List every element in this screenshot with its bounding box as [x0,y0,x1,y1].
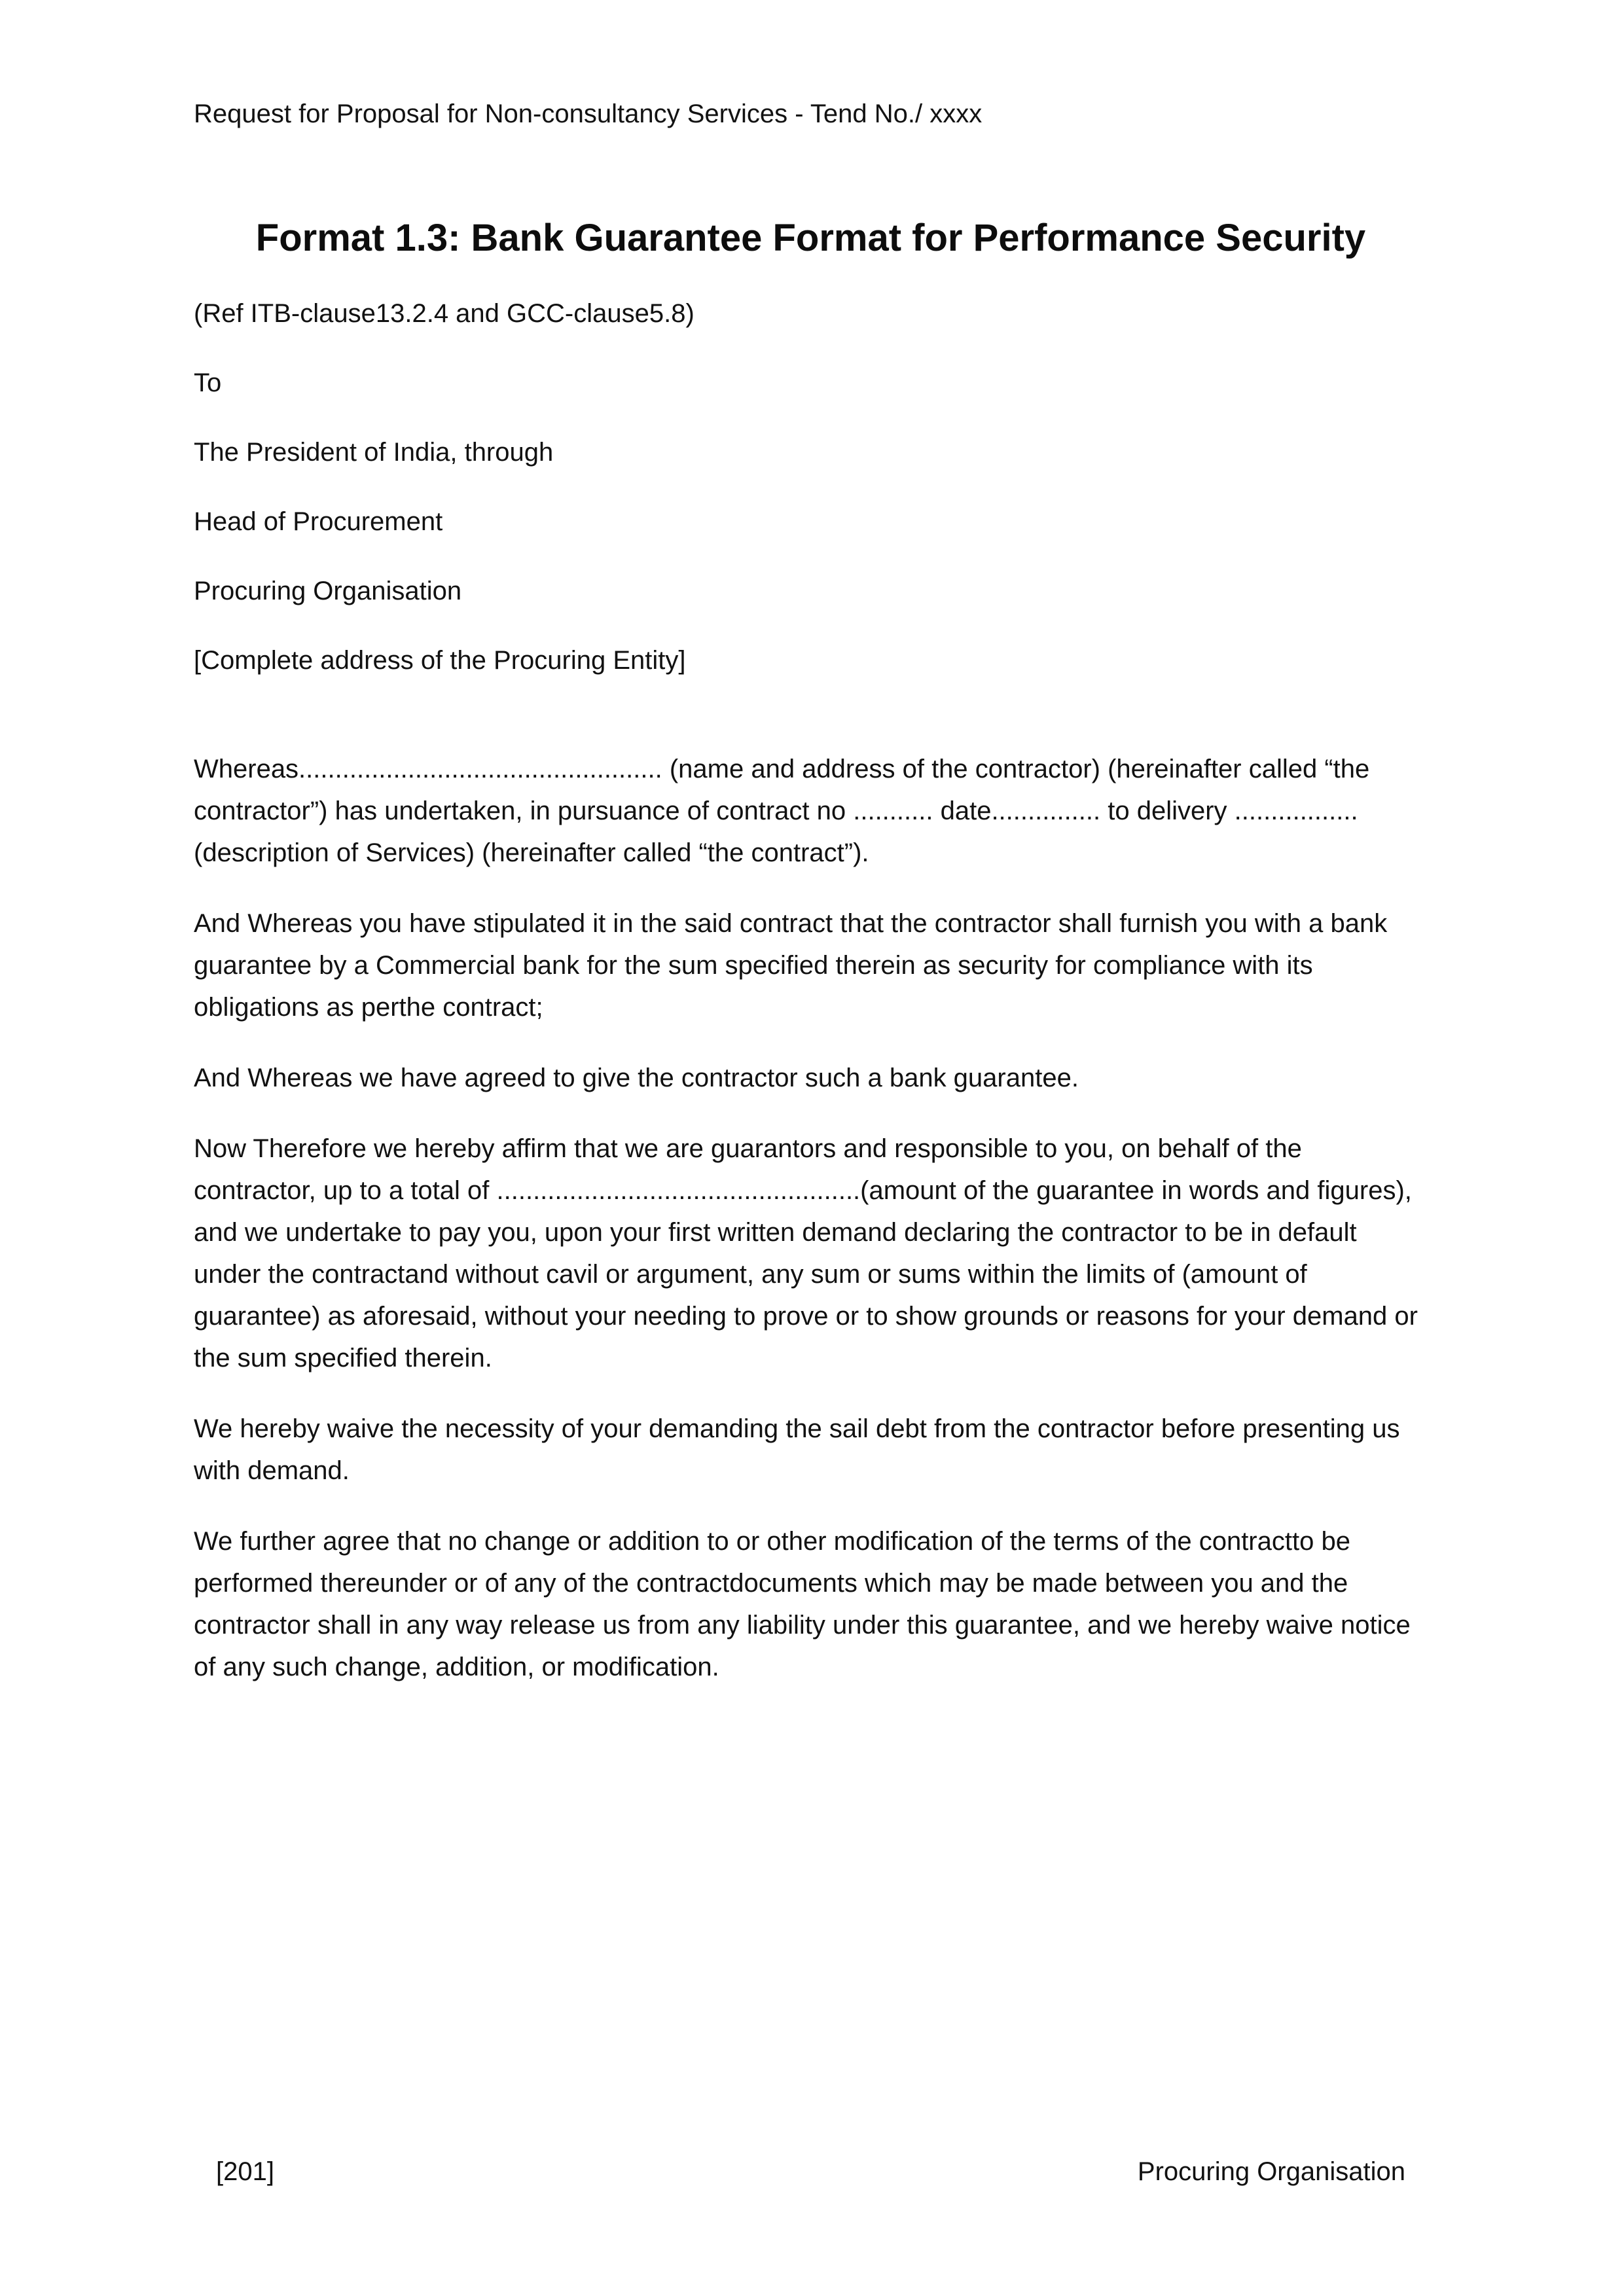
address-line-complete-address: [Complete address of the Procuring Entity] [194,646,686,675]
paragraph-and-whereas-agreed: And Whereas we have agreed to give the contractor such a bank guarantee. [194,1064,1079,1092]
paragraph-whereas: Whereas.................................................. (name and address of the contractor) (hereinafter called “the contractor”) has undertaken, in pursuance of contract no ........... date............... to delivery ................. (description of Services) (hereinafter called “the contract”). [194,755,1370,867]
document-body [194,216,1428,1717]
page-header [194,97,1424,131]
address-line-president: The President of India, through [194,438,554,467]
paragraph-and-whereas-stipulated: And Whereas you have stipulated it in the said contract that the contractor shall furnish you with a bank guarantee by a Commercial bank for the sum specified therein as security for compliance with its obligations as perthe contract; [194,909,1388,1022]
footer-organisation: Procuring Organisation [1137,2157,1405,2186]
address-block [194,363,1428,680]
address-line-head-of-procurement: Head of Procurement [194,507,443,536]
page-footer [216,2155,1405,2189]
document-title: Format 1.3: Bank Guarantee Format for Performance Security [255,217,1366,259]
reference-line: (Ref ITB-clause13.2.4 and GCC-clause5.8) [194,299,695,328]
paragraph-waive-necessity: We hereby waive the necessity of your demanding the sail debt from the contractor before presenting us with demand. [194,1414,1400,1485]
paragraph-further-agree: We further agree that no change or addition to or other modification of the terms of the contractto be performed thereunder or of any of the contractdocuments which may be made between you and the contractor shall in any way release us from any liability under this guarantee, and we hereby waive notice of any such change, addition, or modification. [194,1527,1411,1681]
address-line-to: To [194,368,222,397]
address-line-procuring-organisation: Procuring Organisation [194,577,462,605]
header-text: Request for Proposal for Non-consultancy Services - Tend No./ xxxx [194,99,983,128]
page-number: [201] [216,2157,274,2186]
paragraph-now-therefore: Now Therefore we hereby affirm that we are guarantors and responsible to you, on behalf of the contractor, up to a total of ..................................................(amount of the guarantee in words and figures), and we undertake to pay you, upon your first written demand declaring the contractor to be in default under the contractand without cavil or argument, any sum or sums within the limits of (amount of guarantee) as aforesaid, without your needing to prove or to show grounds or reasons for your demand or the sum specified therein. [194,1134,1418,1372]
paragraph-block [194,748,1428,1688]
